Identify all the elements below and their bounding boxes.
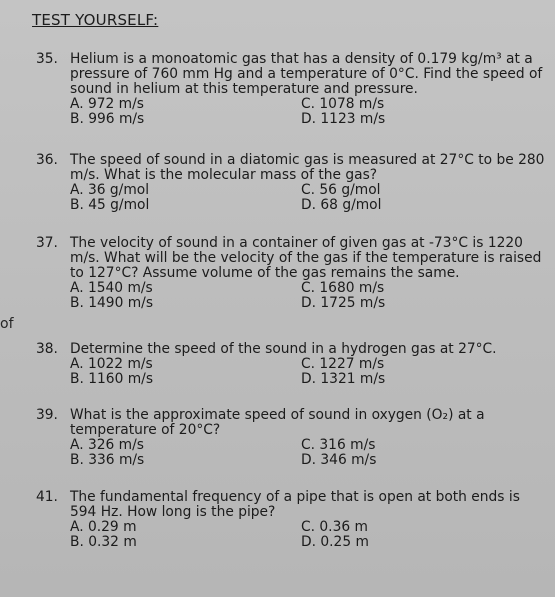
question-36 (36, 153, 546, 213)
question-number: 36. (36, 152, 58, 168)
choice-d: D. 1123 m/s (301, 111, 386, 127)
question-number: 39. (36, 407, 58, 423)
question-text: What is the approximate speed of sound in oxygen (O₂) at a temperature of 20°C? (70, 407, 485, 438)
choice-c: C. 1078 m/s (301, 96, 385, 112)
question-text: The fundamental frequency of a pipe that is open at both ends is 594 Hz. How long is the pipe? (70, 489, 520, 520)
question-39 (36, 408, 546, 468)
section-header: TEST YOURSELF: (32, 11, 159, 29)
answer-choices (70, 438, 546, 468)
question-number: 41. (36, 489, 58, 505)
choice-b: B. 336 m/s (70, 452, 145, 468)
choice-c: C. 56 g/mol (301, 182, 381, 198)
question-number: 35. (36, 51, 58, 67)
question-35 (36, 52, 546, 127)
choice-b: B. 45 g/mol (70, 197, 150, 213)
choice-a: A. 1022 m/s (70, 356, 153, 372)
choice-a: A. 0.29 m (70, 519, 137, 535)
question-text: The velocity of sound in a container of given gas at -73°C is 1220 m/s. What will be the velocity of the gas if the temperature is raised to 127°C? Assume volume of the gas remains the same. (70, 235, 542, 281)
choice-b: B. 996 m/s (70, 111, 145, 127)
question-text: Helium is a monoatomic gas that has a density of 0.179 kg/m³ at a pressure of 760 mm Hg and a temperature of 0°C. Find the speed of sound in helium at this temperature and pressure. (70, 51, 543, 97)
choice-b: B. 1490 m/s (70, 295, 154, 311)
choice-d: D. 1321 m/s (301, 371, 386, 387)
answer-choices (70, 97, 546, 127)
answer-choices (70, 520, 546, 550)
question-37 (36, 236, 546, 311)
choice-a: A. 972 m/s (70, 96, 144, 112)
margin-text-fragment: of (0, 316, 14, 332)
question-41 (36, 490, 546, 550)
answer-choices (70, 281, 546, 311)
choice-d: D. 0.25 m (301, 534, 369, 550)
choice-d: D. 68 g/mol (301, 197, 382, 213)
answer-choices (70, 357, 546, 387)
question-text: Determine the speed of the sound in a hydrogen gas at 27°C. (70, 341, 497, 357)
choice-d: D. 1725 m/s (301, 295, 386, 311)
question-number: 37. (36, 235, 58, 251)
choice-c: C. 0.36 m (301, 519, 368, 535)
choice-a: A. 1540 m/s (70, 280, 153, 296)
choice-a: A. 36 g/mol (70, 182, 150, 198)
question-text: The speed of sound in a diatomic gas is measured at 27°C to be 280 m/s. What is the molecular mass of the gas? (70, 152, 545, 183)
choice-b: B. 1160 m/s (70, 371, 154, 387)
choice-c: C. 1227 m/s (301, 356, 385, 372)
choice-a: A. 326 m/s (70, 437, 144, 453)
choice-c: C. 1680 m/s (301, 280, 385, 296)
question-number: 38. (36, 341, 58, 357)
question-38 (36, 342, 546, 387)
choice-c: C. 316 m/s (301, 437, 376, 453)
choice-b: B. 0.32 m (70, 534, 137, 550)
answer-choices (70, 183, 546, 213)
choice-d: D. 346 m/s (301, 452, 377, 468)
